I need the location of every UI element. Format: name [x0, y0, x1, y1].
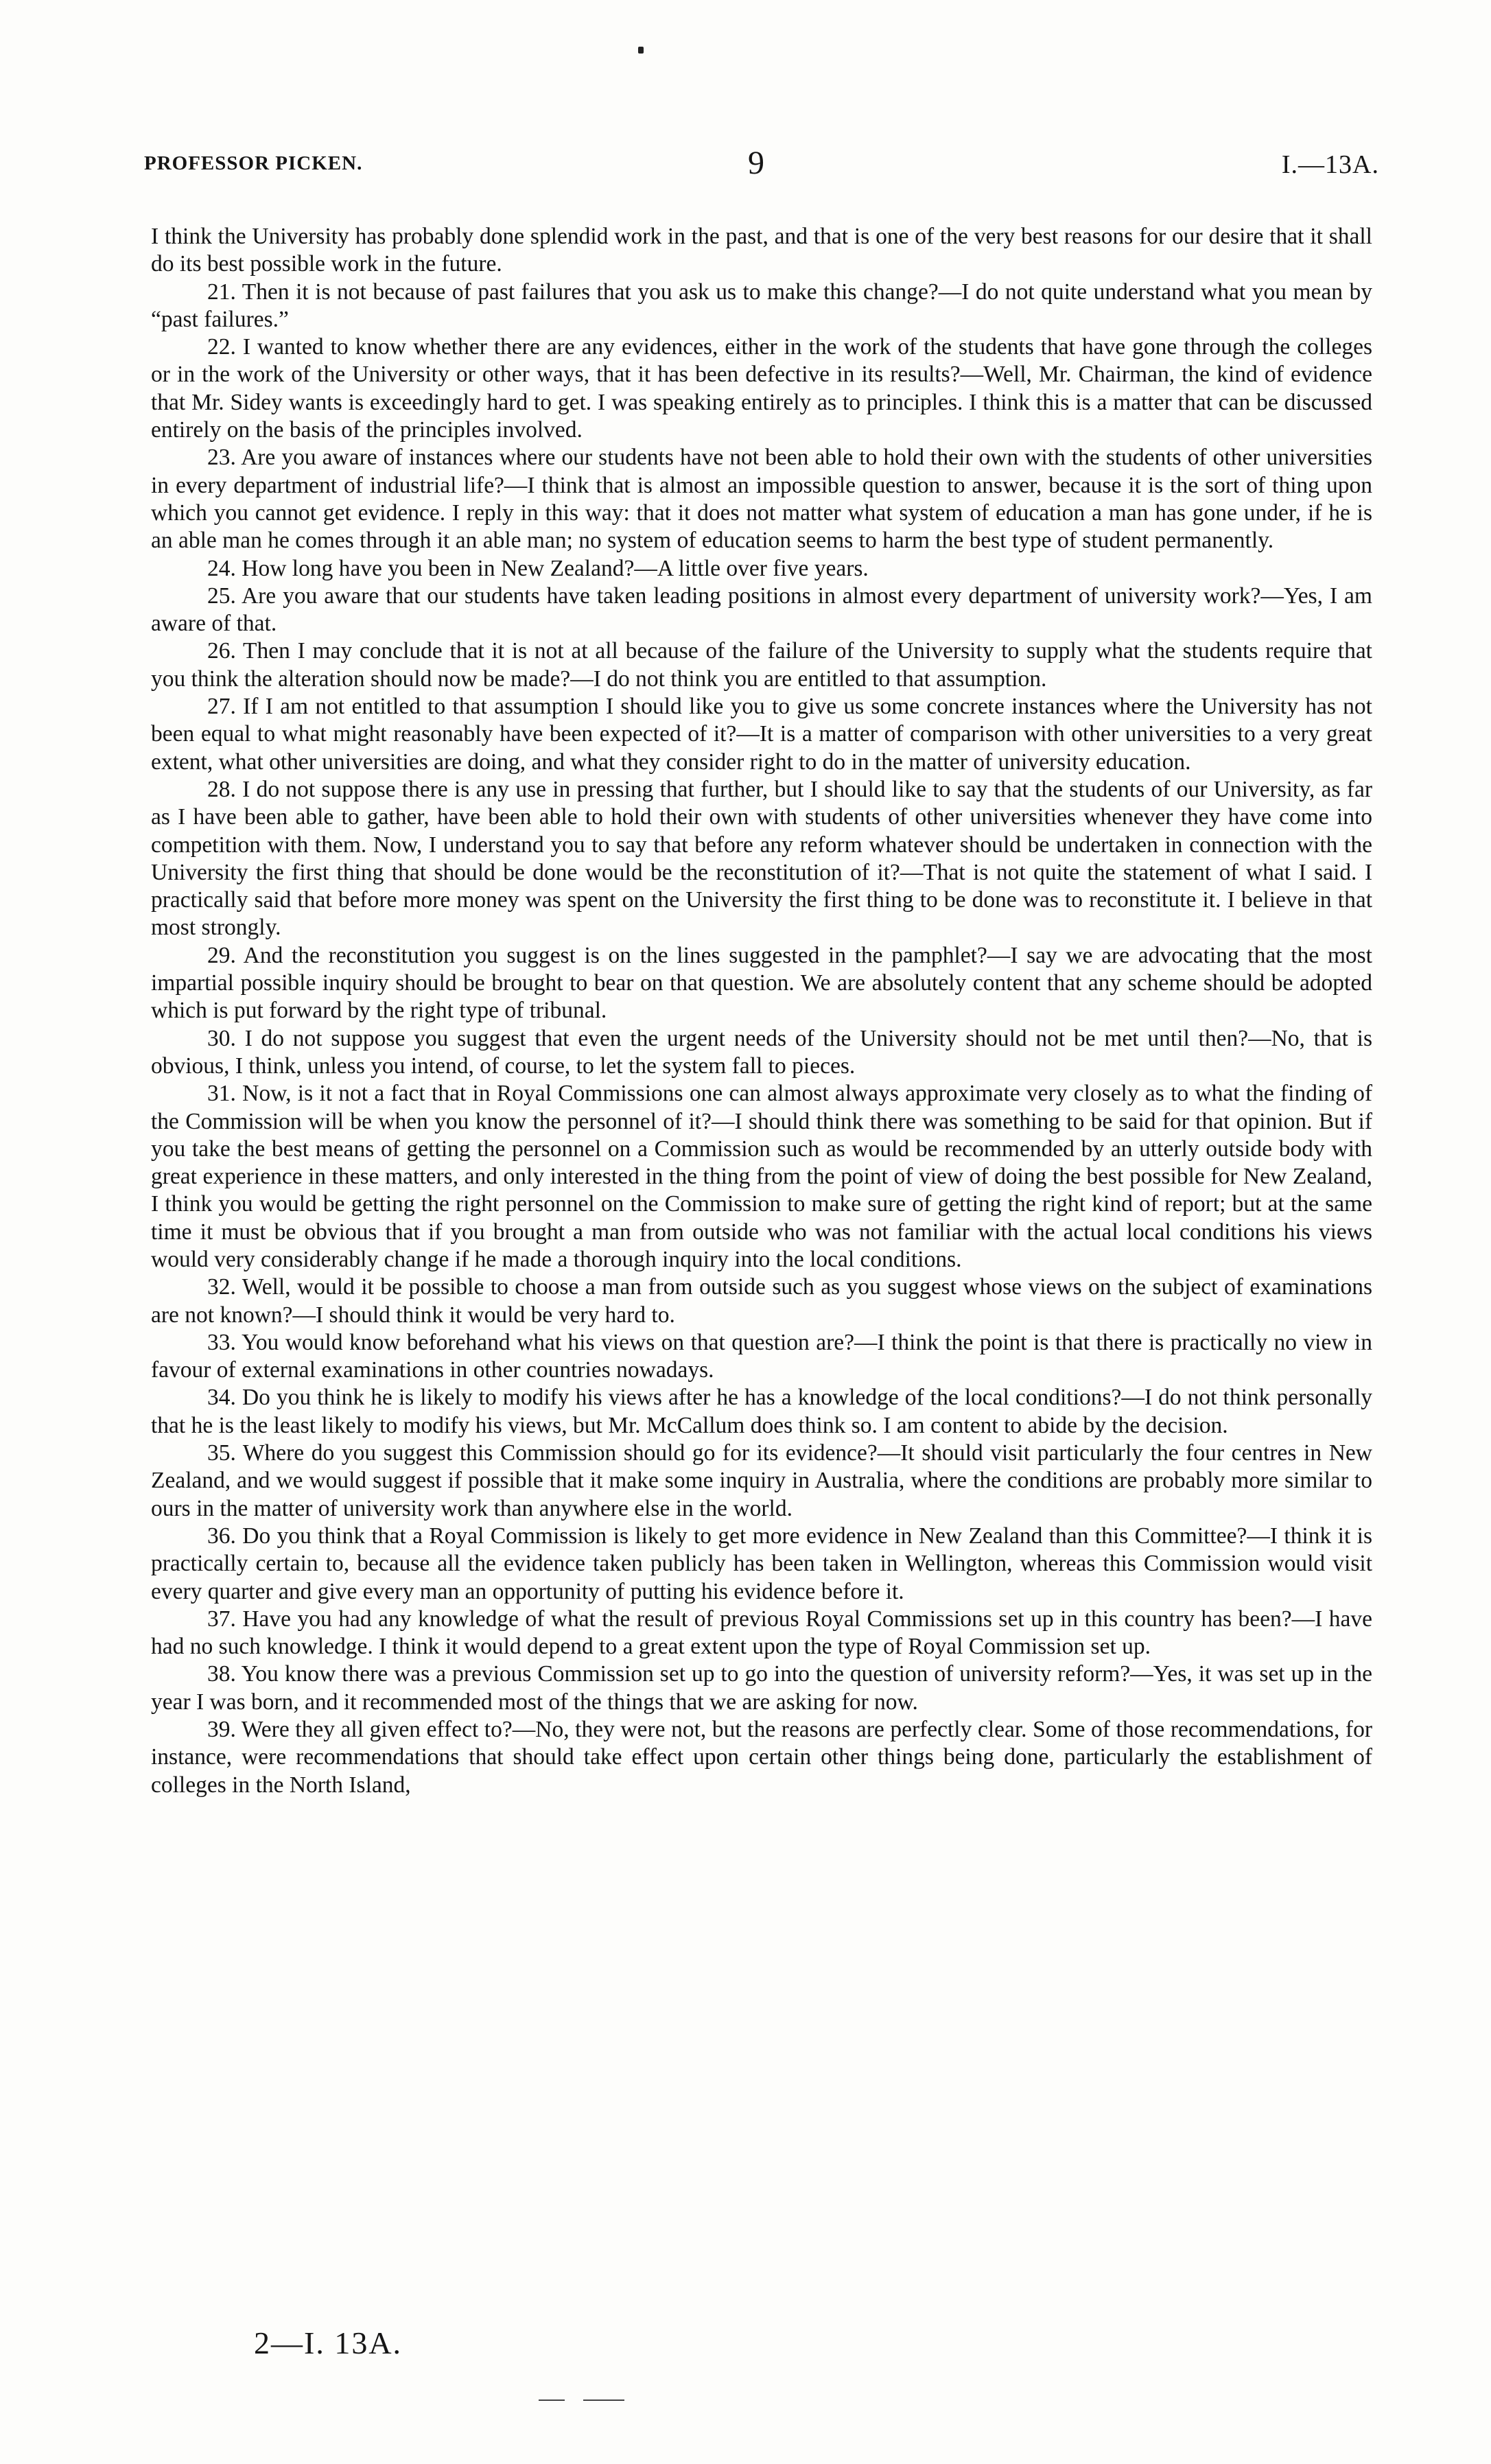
bottom-dash	[583, 2400, 624, 2401]
sheet-signature: 2—I. 13A.	[254, 2325, 403, 2360]
page-number: 9	[748, 145, 764, 181]
question-36: 36. Do you think that a Royal Commission is likely to get more evidence in New Zealand than this Committee?—I think it is practically certain to, because all the evidence taken publicly has been taken in Wellington, whereas this Commission would visit every quarter and give every man an opportunity of putting his evidence before it.	[151, 1523, 1372, 1604]
page-header	[144, 144, 1379, 185]
paragraph-continuation: I think the University has probably done splendid work in the past, and that is one of the very best reasons for our desire that it shall do its best possible work in the future.	[151, 224, 1372, 277]
question-31: 31. Now, is it not a fact that in Royal Commissions one can almost always approximate very closely as to what the finding of the Commission will be when you know the personnel of it?—I should think there was something to be said for that opinion. But if you take the best means of getting the personnel on a Commission such as would be recommended by an utterly outside body with great experience in these matters, and only interested in the thing from the point of view of doing the best possible for New Zealand, I think you would be getting the right personnel on the Commission to make sure of getting the right kind of report; but at the same time it must be obvious that if you brought a man from outside who was not familiar with the actual local conditions his views would very considerably change if he made a thorough inquiry into the local conditions.	[151, 1081, 1372, 1272]
question-33: 33. You would know beforehand what his views on that question are?—I think the point is that there is practically no view in favour of external examinations in other countries nowadays.	[151, 1329, 1372, 1383]
question-38: 38. You know there was a previous Commission set up to go into the question of university reform?—Yes, it was set up in the year I was born, and it recommended most of the things that we are asking for now.	[151, 1661, 1372, 1715]
header-witness-name: PROFESSOR PICKEN.	[144, 152, 363, 174]
bottom-dash	[539, 2400, 565, 2401]
question-23: 23. Are you aware of instances where our students have not been able to hold their own with the students of other universities in every department of industrial life?—I think that is almost an impossible question to answer, because it is the sort of thing upon which you cannot get evidence. I reply in this way: that it does not matter what system of education a man has gone under, if he is an able man he comes through it an able man; no system of education seems to harm the best type of student permanently.	[151, 445, 1372, 554]
question-25: 25. Are you aware that our students have taken leading positions in almost every department of university work?—Yes, I am aware of that.	[151, 583, 1372, 637]
question-35: 35. Where do you suggest this Commission should go for its evidence?—It should visit particularly the four centres in New Zealand, and we would suggest if possible that it make some inquiry in Australia, where the conditions are probably more similar to ours in the matter of university work than anywhere else in the world.	[151, 1440, 1372, 1521]
question-28: 28. I do not suppose there is any use in pressing that further, but I should like to say that the students of our University, as far as I have been able to gather, have been able to hold their own with students of other universities whenever they have come into competition with them. Now, I understand you to say that before any reform whatever should be undertaken in connection with the University the first thing that should be done would be the reconstitution of it?—That is not quite the statement of what I said. I practically said that before more money was spent on the University the first thing to be done was to reconstitute it. I believe in that most strongly.	[151, 776, 1372, 941]
question-32: 32. Well, would it be possible to choose a man from outside such as you suggest whose views on the subject of examinations are not known?—I should think it would be very hard to.	[151, 1274, 1372, 1328]
question-29: 29. And the reconstitution you suggest is on the lines suggested in the pamphlet?—I say we are advocating that the most impartial possible inquiry should be brought to bear on that question. We are absolutely content that any scheme should be adopted which is put forward by the right type of tribunal.	[151, 942, 1372, 1024]
question-27: 27. If I am not entitled to that assumption I should like you to give us some concrete instances where the University has not been equal to what might reasonably have been expected of it?—It is a matter of comparison with other universities to a very great extent, what other universities are doing, and what they consider right to do in the matter of university education.	[151, 694, 1372, 775]
question-30: 30. I do not suppose you suggest that even the urgent needs of the University should not be met until then?—No, that is obvious, I think, unless you intend, of course, to let the system fall to pieces.	[151, 1025, 1372, 1079]
paper-reference: I.—13A.	[1281, 150, 1379, 179]
question-21: 21. Then it is not because of past failures that you ask us to make this change?—I do not quite understand what you mean by “past failures.”	[151, 279, 1372, 332]
body-text	[151, 223, 1372, 1799]
question-22: 22. I wanted to know whether there are any evidences, either in the work of the students that have gone through the colleges or in the work of the University or other ways, that it has been defective in its results?—Well, Mr. Chairman, the kind of evidence that Mr. Sidey wants is exceedingly hard to get. I was speaking entirely as to principles. I think this is a matter that can be discussed entirely on the basis of the principles involved.	[151, 334, 1372, 443]
question-39: 39. Were they all given effect to?—No, they were not, but the reasons are perfectly clear. Some of those recommendations, for instance, were recommendations that should take effect upon certain other things being done, particularly the establishment of colleges in the North Island,	[151, 1717, 1372, 1798]
question-37: 37. Have you had any knowledge of what the result of previous Royal Commissions set up in this country has been?—I have had no such knowledge. I think it would depend to a great extent upon the type of Royal Commission set up.	[151, 1606, 1372, 1660]
question-26: 26. Then I may conclude that it is not at all because of the failure of the University to supply what the students require that you think the alteration should now be made?—I do not think you are entitled to that assumption.	[151, 638, 1372, 692]
question-24: 24. How long have you been in New Zealand?—A little over five years.	[207, 555, 869, 581]
print-speck	[638, 47, 644, 54]
question-34: 34. Do you think he is likely to modify his views after he has a knowledge of the local conditions?—I do not think personally that he is the least likely to modify his views, but Mr. McCallum does think so. I am content to abide by the decision.	[151, 1385, 1372, 1438]
